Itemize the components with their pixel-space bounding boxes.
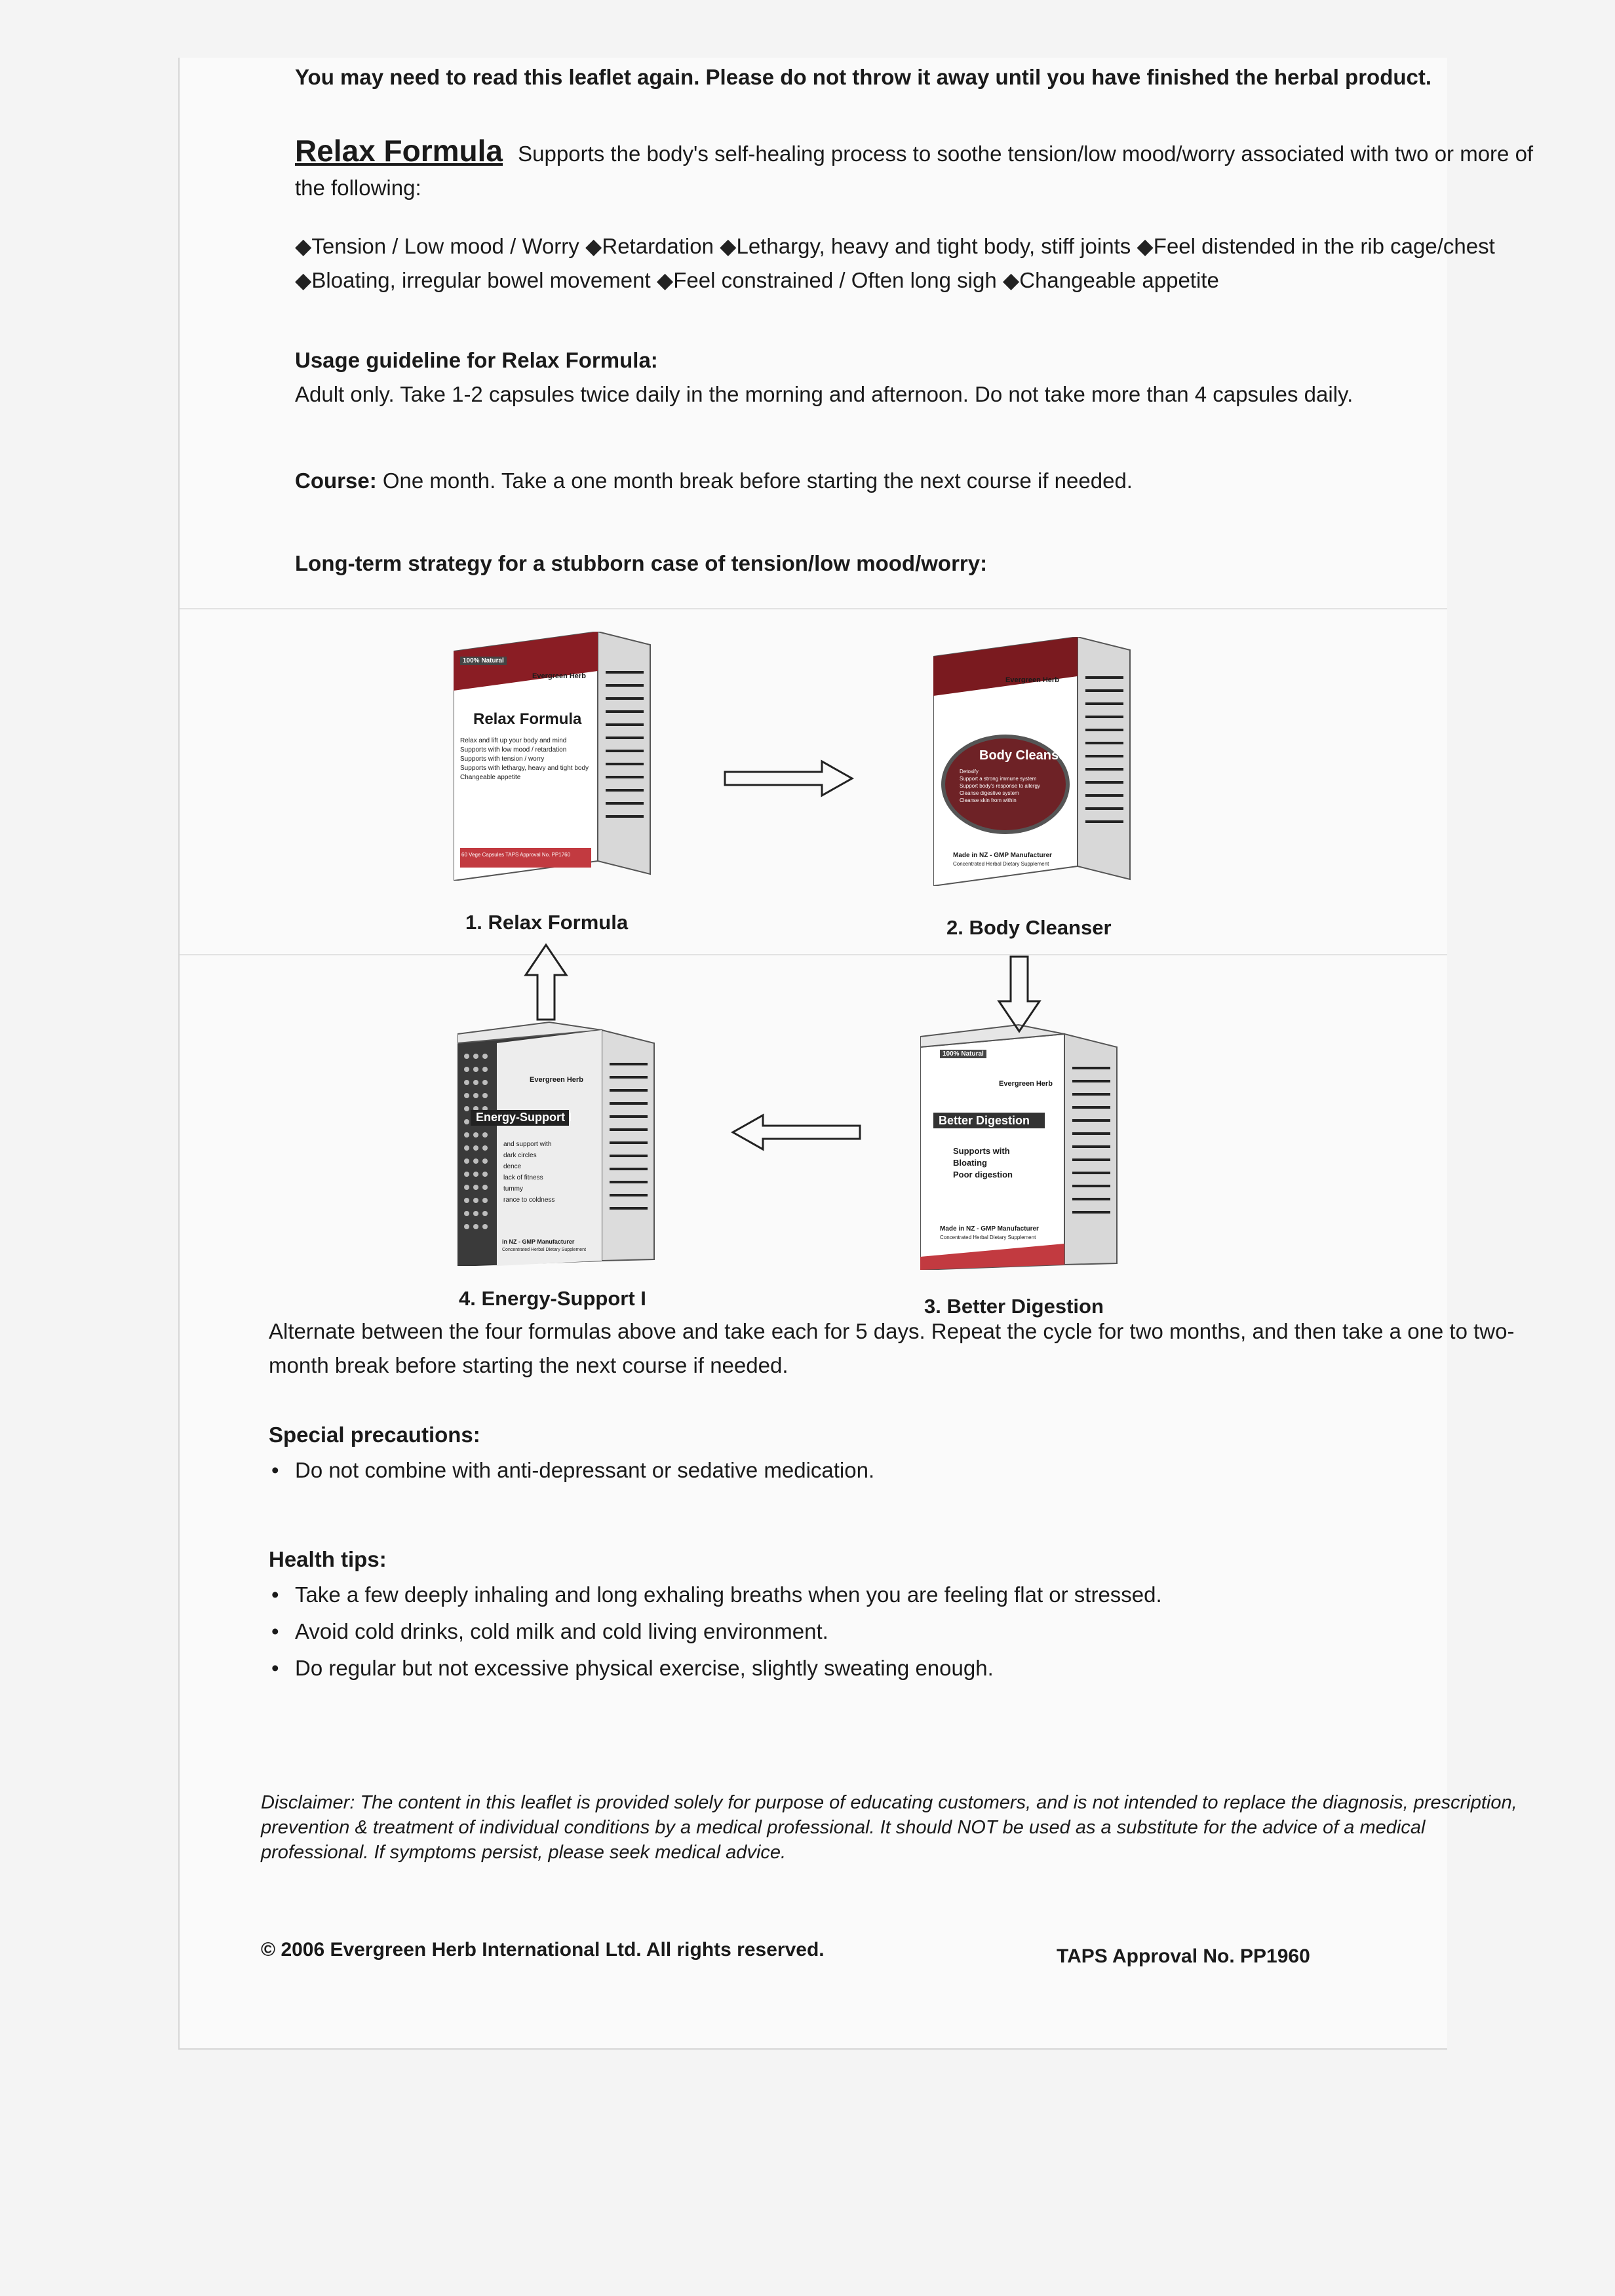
badge: 100% Natural <box>940 1050 986 1058</box>
intro-paragraph <box>180 134 1615 205</box>
fold-line <box>180 608 1447 609</box>
list-item: • Do not combine with anti-depressant or sedative medication. <box>269 1452 1536 1489</box>
box-subfooter: Concentrated Herbal Dietary Supplement <box>940 1234 1036 1240</box>
box-subfooter: Concentrated Herbal Dietary Supplement <box>953 861 1049 867</box>
box-title: Relax Formula <box>473 710 582 728</box>
symptom-item: Feel constrained / Often long sigh <box>673 268 997 292</box>
box-footer: Made in NZ - GMP Manufacturer <box>953 852 1052 859</box>
brand-label: Evergreen Herb <box>1005 676 1059 684</box>
usage-heading: Usage guideline for Relax Formula: <box>295 348 658 372</box>
box-points <box>460 737 591 782</box>
box-point: Supports with <box>953 1146 1010 1156</box>
list-item: • Do regular but not excessive physical exercise, slightly sweating enough. <box>269 1650 1536 1687</box>
box-point: dence <box>503 1163 522 1170</box>
box-title: Body Cleanser <box>979 748 1072 763</box>
arrow-up-icon <box>523 942 569 1021</box>
approval-number: TAPS Approval No. PP1960 <box>1057 1945 1310 1967</box>
box-point: Support a strong immune system <box>960 776 1037 782</box>
precautions-heading: Special precautions: <box>269 1423 480 1447</box>
brand-label: Evergreen Herb <box>999 1080 1053 1088</box>
symptom-list: ◆Tension / Low mood / Worry ◆Retardation ◆Lethargy, heavy and tight body, stiff joints ◆Feel distended in the rib cage/chest ◆Bloating, irregular bowel movement ◆Feel constrained / Often long sigh ◆Changeable appetite <box>295 234 1495 292</box>
symptom-item: Lethargy, heavy and tight body, stiff joints <box>736 234 1131 258</box>
symptom-item: Bloating, irregular bowel movement <box>311 268 651 292</box>
course-text: One month. Take a one month break before starting the next course if needed. <box>382 469 1133 493</box>
box-point: tummy <box>503 1185 523 1193</box>
product-caption: 1. Relax Formula <box>465 911 629 934</box>
box-footer: Made in NZ - GMP Manufacturer <box>940 1225 1039 1233</box>
symptom-item: Changeable appetite <box>1019 268 1219 292</box>
symptom-item: Tension / Low mood / Worry <box>311 234 579 258</box>
box-title: Better Digestion <box>939 1114 1030 1127</box>
box-points <box>503 1139 602 1206</box>
leaflet-page <box>178 58 1534 2050</box>
box-points <box>960 768 1058 804</box>
usage-text: Adult only. Take 1-2 capsules twice daily in the morning and afternoon. Do not take more than 4 capsules daily. <box>295 382 1353 406</box>
box-subfooter: Concentrated Herbal Dietary Supplement <box>502 1248 587 1252</box>
course-section <box>180 464 1615 498</box>
box-points <box>953 1145 1051 1181</box>
intro-text: Supports the body's self-healing process to soothe tension/low mood/worry associated with two or more of the following: <box>295 142 1534 200</box>
box-point: Poor digestion <box>953 1170 1013 1179</box>
product-box-better-digestion <box>920 1021 1130 1270</box>
badge: 100% Natural <box>460 657 507 665</box>
box-point: Relax and lift up your body and mind <box>460 737 567 744</box>
strategy-section <box>180 546 1615 581</box>
box-point: Cleanse skin from within <box>960 797 1017 803</box>
usage-section <box>180 343 1615 411</box>
arrow-down-icon <box>996 955 1042 1034</box>
arrow-left-icon <box>730 1113 861 1152</box>
box-point: Bloating <box>953 1158 987 1168</box>
box-point: rance to coldness <box>503 1196 555 1204</box>
strategy-text: Alternate between the four formulas above and take each for 5 days. Repeat the cycle for two months, and then take a one to two-month break before starting the next course if needed. <box>269 1319 1515 1377</box>
fold-line <box>180 954 1447 955</box>
box-point: and support with <box>503 1141 552 1148</box>
precautions-list <box>269 1452 1536 1489</box>
box-footer: in NZ - GMP Manufacturer <box>502 1238 575 1245</box>
product-caption: 4. Energy-Support I <box>459 1287 646 1310</box>
product-title: Relax Formula <box>295 134 503 168</box>
box-point: Cleanse digestive system <box>960 790 1019 796</box>
arrow-right-icon <box>724 759 855 798</box>
product-box-body-cleanser <box>933 637 1143 886</box>
list-item: • Avoid cold drinks, cold milk and cold living environment. <box>269 1613 1536 1650</box>
strategy-heading: Long-term strategy for a stubborn case of tension/low mood/worry: <box>295 551 988 575</box>
product-box-energy-support <box>457 1017 667 1266</box>
tips-section <box>180 1542 1615 1687</box>
product-box-relax-formula <box>454 632 663 881</box>
brand-label: Evergreen Herb <box>532 672 586 680</box>
box-point: Supports with lethargy, heavy and tight body <box>460 765 589 772</box>
tips-list <box>269 1577 1536 1687</box>
precautions-section <box>180 1418 1615 1489</box>
box-point: lack of fitness <box>503 1174 543 1181</box>
tips-heading: Health tips: <box>269 1547 387 1571</box>
product-caption: 2. Body Cleanser <box>946 916 1112 939</box>
copyright-text: © 2006 Evergreen Herb International Ltd. All rights reserved. <box>261 1939 825 1961</box>
box-point: Supports with tension / worry <box>460 756 545 763</box>
box-point: Detoxify <box>960 769 979 775</box>
course-label: Course: <box>295 469 377 493</box>
box-point: Supports with low mood / retardation <box>460 746 567 754</box>
symptom-item: Retardation <box>602 234 714 258</box>
warning-text: You may need to read this leaflet again. Please do not throw it away until you have finished the herbal product. <box>295 65 1432 89</box>
disclaimer-text: Disclaimer: The content in this leaflet is provided solely for purpose of educating customers, and is not intended to replace the diagnosis, prescription, prevention & treatment of individual conditions by a medical professional. It should NOT be used as a substitute for the advice of a medical professional. If symptoms persist, please seek medical advice. <box>261 1792 1517 1863</box>
brand-label: Evergreen Herb <box>530 1076 583 1084</box>
box-point: Support body's response to allergy <box>960 783 1040 789</box>
box-point: Changeable appetite <box>460 774 521 781</box>
box-title: Energy-Support I <box>476 1111 572 1124</box>
box-point: dark circles <box>503 1152 537 1159</box>
product-caption: 3. Better Digestion <box>924 1295 1104 1318</box>
symptom-item: Feel distended in the rib cage/chest <box>1153 234 1495 258</box>
list-item: • Take a few deeply inhaling and long exhaling breaths when you are feeling flat or stressed. <box>269 1577 1536 1613</box>
box-footer: 60 Vege Capsules TAPS Approval No. PP1760 <box>461 852 571 858</box>
